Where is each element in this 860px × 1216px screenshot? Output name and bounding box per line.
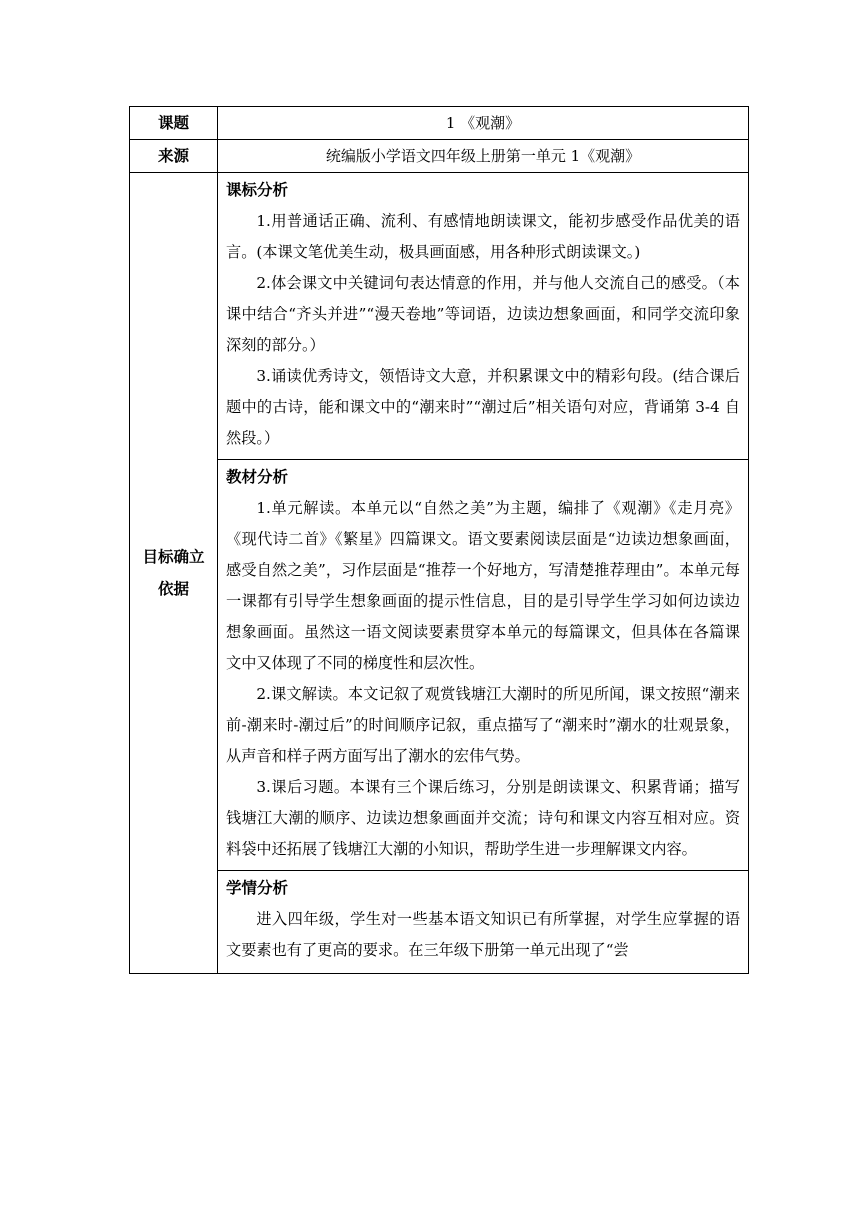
title-row <box>130 107 749 140</box>
student-paragraph: 进入四年级，学生对一些基本语文知识已有所掌握，对学生应掌握的语文要素也有了更高的要求。在三年级下册第一单元出现了“尝 <box>226 910 740 959</box>
curriculum-paragraph: 1.用普通话正确、流利、有感情地朗读课文，能初步感受作品优美的语言。(本课文笔优美生动，极具画面感，用各种形式朗读课文。) <box>226 212 740 261</box>
title-label: 课题 <box>130 107 218 140</box>
textbook-row <box>130 460 749 871</box>
curriculum-paragraph: 2.体会课文中关键词句表达情意的作用，并与他人交流自己的感受。（本课中结合“齐头并进”“漫天卷地”等词语，边读边想象画面，和同学交流印象深刻的部分。） <box>226 274 740 354</box>
student-heading: 学情分析 <box>226 879 289 897</box>
basis-label-line2: 依据 <box>157 580 189 598</box>
textbook-paragraph: 2.课文解读。本文记叙了观赏钱塘江大潮时的所见所闻，课文按照“潮来前-潮来时-潮过后”的时间顺序记叙，重点描写了“潮来时”潮水的壮观景象，从声音和样子两方面写出了潮水的宏伟气势。 <box>226 685 740 765</box>
curriculum-paragraph: 3.诵读优秀诗文，领悟诗文大意，并积累课文中的精彩句段。(结合课后题中的古诗，能和课文中的“潮来时”“潮过后”相关语句对应，背诵第 3-4 自然段。） <box>226 367 740 447</box>
curriculum-row <box>130 173 749 460</box>
lesson-plan-table <box>129 106 749 974</box>
title-value: 1 《观潮》 <box>218 107 749 140</box>
source-value: 统编版小学语文四年级上册第一单元 1《观潮》 <box>218 140 749 173</box>
curriculum-heading: 课标分析 <box>226 181 289 199</box>
source-row <box>130 140 749 173</box>
student-section <box>218 871 749 974</box>
textbook-paragraph: 3.课后习题。本课有三个课后练习，分别是朗读课文、积累背诵；描写钱塘江大潮的顺序、边读边想象画面并交流；诗句和课文内容互相对应。资料袋中还拓展了钱塘江大潮的小知识，帮助学生进一步理解课文内容。 <box>226 778 740 858</box>
student-row <box>130 871 749 974</box>
textbook-heading: 教材分析 <box>226 468 289 486</box>
curriculum-section <box>218 173 749 460</box>
textbook-section <box>218 460 749 871</box>
basis-label-line1: 目标确立 <box>142 548 205 566</box>
textbook-paragraph: 1.单元解读。本单元以“自然之美”为主题，编排了《观潮》《走月亮》《现代诗二首》《繁星》四篇课文。语文要素阅读层面是“边读边想象画面，感受自然之美”，习作层面是“推荐一个好地方，写清楚推荐理由”。本单元每一课都有引导学生想象画面的提示性信息，目的是引导学生学习如何边读边想象画面。虽然这一语文阅读要素贯穿本单元的每篇课文，但具体在各篇课文中又体现了不同的梯度性和层次性。 <box>226 499 740 672</box>
source-label: 来源 <box>130 140 218 173</box>
basis-label <box>130 173 218 974</box>
